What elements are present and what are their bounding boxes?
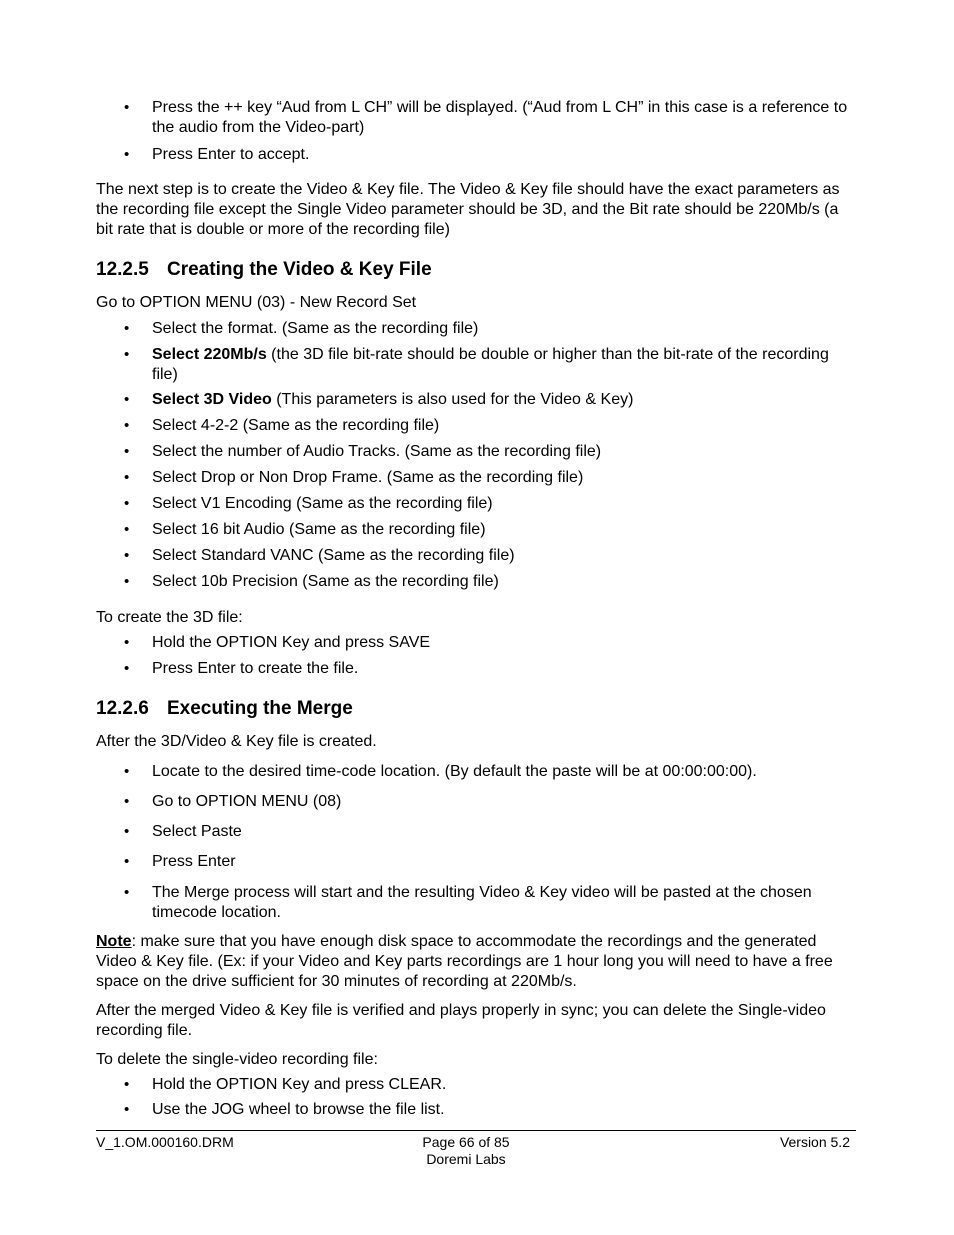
item-text: Select the number of Audio Tracks. (Same as the recording file) — [152, 443, 602, 460]
list-item — [96, 416, 856, 436]
create-lead: To create the 3D file: — [96, 609, 243, 626]
item-text: Select the format. (Same as the recording file) — [152, 320, 479, 337]
footer-doc-id: V_1.OM.000160.DRM — [96, 1134, 234, 1150]
list-item — [96, 442, 856, 462]
section-number: 12.2.5 — [96, 259, 149, 280]
merge-bullet-list — [96, 762, 856, 923]
item-bold: Select 220Mb/s — [152, 346, 267, 363]
page-footer — [96, 1130, 856, 1167]
list-item: • Press Enter to accept. — [96, 145, 856, 165]
note-text: : make sure that you have enough disk space to accommodate the recordings and the generated Video & Key file. (Ex: if your Video and Key parts recordings are 1 hour long you will need to have a free space on the drive sufficient for 30 minutes of recording at 220Mb/s. — [96, 933, 833, 990]
footer-page-number: Page 66 of 85 — [422, 1134, 510, 1150]
item-text: (This parameters is also used for the Video & Key) — [271, 391, 634, 408]
item-bold: Select 3D Video — [152, 391, 272, 408]
intro-paragraph: The next step is to create the Video & Key file. The Video & Key file should have the exact parameters as the recording file except the Single Video parameter should be 3D, and the Bit rate should be 220Mb/s (a bit rate that is double or more of the recording file) — [96, 181, 840, 238]
section-number: 12.2.6 — [96, 698, 149, 719]
note-label: Note — [96, 933, 132, 950]
footer-center — [96, 1134, 836, 1168]
section-lead: Go to OPTION MENU (03) - New Record Set — [96, 294, 417, 311]
list-item — [96, 390, 856, 410]
footer-company: Doremi Labs — [426, 1151, 506, 1167]
list-item: • Use the JOG wheel to browse the file list. — [96, 1100, 856, 1120]
list-item — [96, 546, 856, 566]
section-heading-12-2-6 — [96, 697, 856, 721]
intro-bullet-list — [96, 98, 856, 165]
delete-lead: To delete the single-video recording file: — [96, 1051, 378, 1068]
format-bullet-list — [96, 319, 856, 592]
delete-bullet-list — [96, 1075, 856, 1120]
section-title: Creating the Video & Key File — [167, 259, 432, 280]
list-item: • Hold the OPTION Key and press CLEAR. — [96, 1075, 856, 1095]
list-item: • Press the ++ key “Aud from L CH” will be displayed. (“Aud from L CH” in this case is a reference to the audio from the Video-part) — [96, 98, 856, 138]
item-text: Select 16 bit Audio (Same as the recording file) — [152, 521, 486, 538]
list-item — [96, 345, 856, 385]
list-item — [96, 520, 856, 540]
create-bullet-list — [96, 633, 856, 679]
list-item — [96, 319, 856, 339]
item-text: Select 4-2-2 (Same as the recording file) — [152, 417, 440, 434]
note-paragraph — [96, 932, 856, 992]
list-item: • Go to OPTION MENU (08) — [96, 792, 856, 812]
section-title: Executing the Merge — [167, 698, 353, 719]
item-text: (the 3D file bit-rate should be double or higher than the bit-rate of the recording file) — [152, 346, 829, 383]
list-item: • Hold the OPTION Key and press SAVE — [96, 633, 856, 653]
list-item — [96, 572, 856, 592]
list-item: • Press Enter — [96, 852, 856, 872]
list-item: • Select Paste — [96, 822, 856, 842]
after-paragraph: After the merged Video & Key file is verified and plays properly in sync; you can delete the Single-video recording file. — [96, 1002, 826, 1039]
item-text: Select V1 Encoding (Same as the recording file) — [152, 495, 493, 512]
list-item: • The Merge process will start and the resulting Video & Key video will be pasted at the chosen timecode location. — [96, 883, 856, 923]
section-heading-12-2-5 — [96, 258, 856, 282]
list-item: • Locate to the desired time-code location. (By default the paste will be at 00:00:00:00). — [96, 762, 856, 782]
list-item — [96, 494, 856, 514]
section-lead: After the 3D/Video & Key file is created. — [96, 733, 377, 750]
footer-version: Version 5.2 — [779, 1134, 850, 1150]
item-text: Select 10b Precision (Same as the recording file) — [152, 573, 499, 590]
document-body — [96, 96, 856, 1120]
item-text: Select Drop or Non Drop Frame. (Same as the recording file) — [152, 469, 584, 486]
list-item: • Press Enter to create the file. — [96, 659, 856, 679]
list-item — [96, 468, 856, 488]
item-text: Select Standard VANC (Same as the recording file) — [152, 547, 515, 564]
